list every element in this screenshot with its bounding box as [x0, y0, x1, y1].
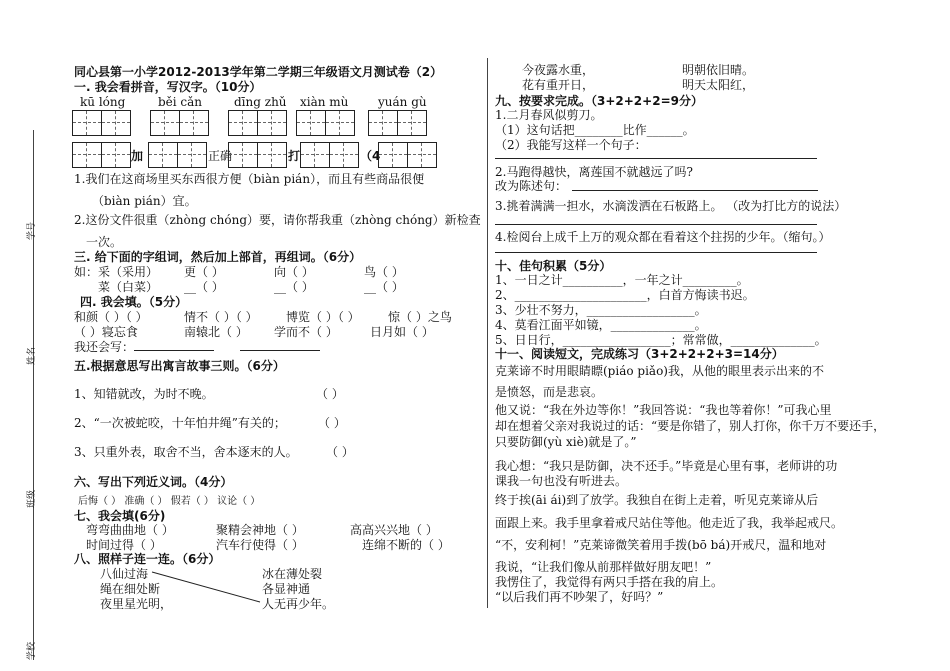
- writing-grid[interactable]: [148, 142, 207, 168]
- s4-item: 博览（ ）（ ）: [286, 310, 360, 324]
- s10-item: 2、______________________，白首方悔读书迟。: [495, 288, 755, 302]
- section-11-heading: 十一、阅读短文，完成练习（3+2+2+2+3=14分）: [495, 347, 784, 361]
- answer-line[interactable]: [495, 252, 817, 253]
- answer-line[interactable]: [134, 350, 214, 351]
- s3-item: 更（ ）: [184, 265, 224, 279]
- section-4-heading: 四. 我会填。（5分）: [80, 295, 188, 309]
- pinyin-1: kū lóng: [80, 95, 126, 109]
- pinyin-4: xiàn mù: [300, 95, 349, 109]
- section-2-q2-line2: 一次。: [86, 235, 123, 249]
- match-left[interactable]: 绳在细处断: [100, 582, 161, 596]
- s5-item: 3、只重外表，取舍不当，舍本逐末的人。: [74, 445, 298, 459]
- side-label-school: 学校: [27, 641, 37, 660]
- s9-q2: 2.马跑得越快，离莲国不就越远了吗?: [495, 165, 693, 179]
- passage-line: “不，安利柯！”克莱谛微笑着用手拨(bō bá)开戒尺，温和地对: [495, 538, 827, 552]
- fragment-text: 加: [131, 149, 144, 163]
- pinyin-2: běi cǎn: [158, 95, 203, 109]
- s5-answer[interactable]: （ ）: [316, 387, 344, 401]
- side-label-name: 姓名: [27, 346, 37, 365]
- passage-line: 是愤怒，而是悲哀。: [495, 385, 604, 399]
- section-1-heading: 一. 我会看拼音，写汉字。（10分）: [74, 80, 262, 94]
- match-left[interactable]: 八仙过海: [100, 567, 149, 581]
- section-7-heading: 七、我会填(6分): [74, 509, 166, 523]
- s7-item: 汽车行使得（ ）: [216, 538, 304, 552]
- section-2-q2-line1: 2.这份文件很重（zhòng chóng）要，请你帮我重（zhòng chóng）新检查: [74, 213, 481, 227]
- pinyin-3: dīng zhǔ: [234, 95, 287, 109]
- page-title: 同心县第一小学2012-2013学年第二学期三年级语文月测试卷（2）: [74, 65, 443, 79]
- writing-grid[interactable]: [72, 110, 131, 136]
- passage-line: 我说，“让我们像从前那样做好朋友吧！”: [495, 560, 712, 574]
- section-3-heading: 三. 给下面的字组词，然后加上部首，再组词。（6分）: [74, 250, 362, 264]
- s10-item: 4、莫看江面平如镜，______________。: [495, 318, 707, 332]
- poem-line: 明天太阳红，: [682, 78, 755, 92]
- s7-item: 高高兴兴地（ ）: [350, 523, 438, 537]
- match-right[interactable]: 人无再少年。: [262, 597, 335, 611]
- s3-item: 如：采（采用）: [74, 265, 159, 279]
- writing-grid[interactable]: [368, 110, 427, 136]
- s4-item: 情不（ ）（ ）: [184, 310, 258, 324]
- binding-line: [33, 130, 34, 660]
- writing-grid[interactable]: [228, 110, 287, 136]
- writing-grid[interactable]: [72, 142, 131, 168]
- passage-line: 课我一句也没有听进去。: [495, 474, 628, 488]
- s3-item: __（ ）: [364, 280, 404, 294]
- s4-extra-label: 我还会写：: [74, 340, 135, 354]
- s5-item: 1、知错就改，为时不晚。: [74, 387, 214, 401]
- passage-line: 终于挨(āi ái)到了放学。我独自在街上走着，听见克莱谛从后: [495, 493, 819, 507]
- pinyin-5: yuán gù: [378, 95, 427, 109]
- writing-grid[interactable]: [150, 110, 209, 136]
- poem-line: 花有重开日，: [522, 78, 595, 92]
- fragment-text: （4: [360, 149, 381, 163]
- column-divider: [487, 58, 488, 608]
- answer-line[interactable]: [572, 190, 818, 191]
- s3-item: __（ ）: [274, 280, 314, 294]
- match-right[interactable]: 冰在薄处裂: [262, 567, 323, 581]
- s3-item: 鸟（ ）: [364, 265, 404, 279]
- s10-item: 5、日日行，__________________；常常做，______________。: [495, 333, 827, 347]
- passage-line: 只要防御(yù xiè)就是了。”: [495, 435, 637, 449]
- s3-item: 菜（白菜）: [98, 280, 159, 294]
- s7-item: 连绵不断的（ ）: [362, 538, 450, 552]
- match-left[interactable]: 夜里星光明，: [100, 597, 173, 611]
- s9-q4: 4.检阅台上成千上万的观众都在看着这个拄拐的少年。（缩句。）: [495, 230, 831, 244]
- side-label-class: 班级: [27, 489, 37, 508]
- s4-item: （ ）寝忘食: [74, 325, 138, 339]
- s4-item: 惊（ ）之鸟: [388, 310, 452, 324]
- s4-item: 日月如（ ）: [370, 325, 434, 339]
- section-10-heading: 十、佳句积累（5分）: [495, 259, 612, 273]
- s5-item: 2、“一次被蛇咬，十年怕井绳”有关的；: [74, 416, 286, 430]
- s5-answer[interactable]: （ ）: [326, 445, 354, 459]
- section-9-heading: 九、按要求完成。（3+2+2+2=9分）: [495, 94, 703, 108]
- passage-line: 面跟上来。我手里拿着戒尺站住等他。他走近了我，我举起戒尺。: [495, 516, 844, 530]
- s10-item: 1、一日之计__________，一年之计_________。: [495, 273, 749, 287]
- match-example-line: [150, 568, 264, 608]
- writing-grid[interactable]: [300, 142, 359, 168]
- fragment-text: 打: [288, 149, 301, 163]
- section-6-heading: 六、写出下列近义词。（4分）: [74, 475, 233, 489]
- section-2-q1-line1: 1.我们在这商场里买东西很方便（biàn pián），而且有些商品很便: [74, 172, 425, 186]
- section-8-heading: 八、照样子连一连。（6分）: [74, 552, 221, 566]
- passage-line: “以后我们再不吵架了，好吗？”: [495, 590, 664, 604]
- s7-item: 弯弯曲曲地（ ）: [86, 523, 174, 537]
- passage-line: 克莱谛不时用眼睛瞟(piáo piǎo)我，从他的眼里表示出来的不: [495, 364, 824, 378]
- poem-line: 今夜露水重，: [522, 63, 595, 77]
- s9-q1: 1.二月春风似剪刀。: [495, 108, 603, 122]
- s6-items: 后悔（ ） 准确（ ） 假若（ ） 议论（ ）: [78, 496, 261, 507]
- s7-item: 聚精会神地（ ）: [216, 523, 304, 537]
- passage-line: 我心想：“我只是防御，决不还手。”毕竟是心里有事，老师讲的功: [495, 459, 838, 473]
- s5-answer[interactable]: （ ）: [318, 416, 346, 430]
- s9-q3: 3.挑着满满一担水，水滴泼洒在石板路上。 （改为打比方的说法）: [495, 199, 847, 213]
- poem-line: 明朝依旧晴。: [682, 63, 755, 77]
- section-2-q1-line2: （biàn pián）宜。: [92, 194, 197, 208]
- passage-line: 我愣住了，我觉得有两只手搭在我的肩上。: [495, 575, 724, 589]
- writing-grid[interactable]: [296, 110, 355, 136]
- s9-q1a: （1）这句话把________比作______。: [495, 123, 695, 137]
- s3-item: 向（ ）: [274, 265, 314, 279]
- answer-line[interactable]: [495, 158, 817, 159]
- match-right[interactable]: 各显神通: [262, 582, 311, 596]
- section-5-heading: 五.根据意思写出寓言故事三则。（6分）: [74, 359, 285, 373]
- answer-line[interactable]: [495, 224, 817, 225]
- writing-grid[interactable]: [378, 142, 437, 168]
- passage-line: 他又说：“我在外边等你！”我回答说：“我也等着你！”可我心里: [495, 403, 832, 417]
- passage-line: 却在想着父亲对我说过的话：“要是你错了，别人打你，你千万不要还手，: [495, 419, 886, 433]
- s4-item: 和颜（ ）（ ）: [74, 310, 148, 324]
- s10-item: 3、少壮不努力，__________________。: [495, 303, 707, 317]
- fragment-text: 正确: [208, 149, 233, 163]
- answer-line[interactable]: [240, 350, 320, 351]
- s4-item: 学而不（ ）: [274, 325, 338, 339]
- s4-item: 南辕北（ ）: [184, 325, 248, 339]
- writing-grid[interactable]: [228, 142, 287, 168]
- s9-q2a: 改为陈述句：: [495, 179, 568, 193]
- s7-item: 时间过得（ ）: [86, 538, 162, 552]
- side-label-number: 学号: [27, 221, 37, 240]
- s3-item: __（ ）: [184, 280, 224, 294]
- s9-q1b: （2）我能写这样一个句子：: [495, 138, 647, 152]
